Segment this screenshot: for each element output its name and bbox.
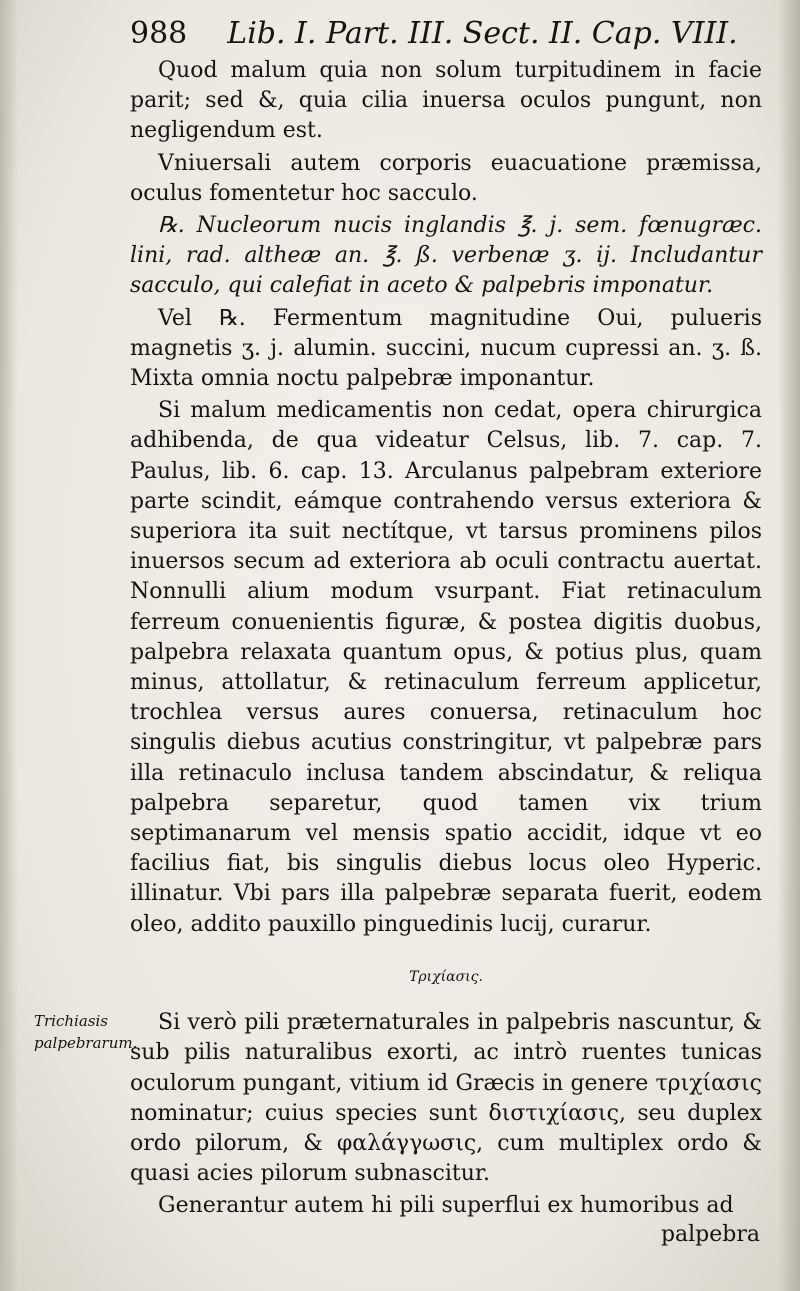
running-title: Lib. I. Part. III. Sect. II. Cap. VIII. [227,16,738,51]
gutter-shadow [0,0,18,1291]
paragraph: Si verò pili præternaturales in palpebris nascuntur, & sub pilis naturalibus exorti, ac intrò ruentes tunicas oculorum pungant, vitium id Græcis in genere τριχίασις nominatur; cuius species sunt διστιχίασις, seu duplex ordo pilorum, & φαλάγγωσις, cum multiplex ordo & quasi acies pilorum subnascitur. [130,1010,762,1187]
paragraph: Si malum medicamentis non cedat, opera chirurgica adhibenda, de qua videatur Celsus, lib. 7. cap. 7. Paulus, lib. 6. cap. 13. Arculanus palpebram exteriore parte scindit, eámque contrahendo versus exteriora & superiora ita suit nectítque, vt tarsus prominens pilos inuersos secum ad exteriora ab oculi contractu auertat. Nonnulli alium modum vsurpant. Fiat retinaculum ferreum conuenientis figuræ, & postea digitis duobus, palpebra relaxata quantum opus, & potius plus, quam minus, attollatur, & retinaculum ferreum applicetur, trochlea versus aures conuersa, retinaculum hoc singulis diebus acutius constringitur, vt palpebræ pars illa retinaculo inclusa tandem abscindatur, & reliqua palpebra separetur, quod tamen vix trium septimanarum vel mensis spatio accidit, idque vt eo facilius fiat, bis singulis diebus locus oleo Hyperic. illinatur. Vbi pars illa palpebræ separata fuerit, eodem oleo, addito pauxillo pinguedinis lucij, curarur. [130,398,762,937]
section-subheading: Τριχίασις. [409,968,483,985]
paragraph: Quod malum quia non solum turpitudinem in facie parit; sed &, quia cilia inuersa oculos pungunt, non negligendum est. [130,58,762,144]
running-header [130,16,760,51]
recipe-paragraph: ℞. Nucleorum nucis inglandis ℥. j. sem. fœnugræc. lini, rad. altheæ an. ℥. ß. verbenæ ʒ. ij. Includantur sacculo, qui calefiat in aceto & palpebris imponatur. [130,213,762,299]
recipe-paragraph: Vel ℞. Fermentum magnitudine Oui, pulueris magnetis ʒ. j. alumin. succini, nucum cupressi an. ʒ. ß. Mixta omnia noctu palpebræ imponantur. [130,305,762,392]
paragraph: Vniuersali autem corporis euacuatione præmissa, oculus fomentetur hoc sacculo. [130,150,762,206]
main-text-block [130,56,762,1224]
paragraph: Generantur autem hi pili superflui ex humoribus ad [158,1193,734,1219]
catchword: palpebra [660,1222,760,1247]
page-number: 988 [130,16,188,51]
page-edge-shadow [778,0,800,1291]
margin-note: Trichiasis palpebrarum. [34,1012,138,1052]
